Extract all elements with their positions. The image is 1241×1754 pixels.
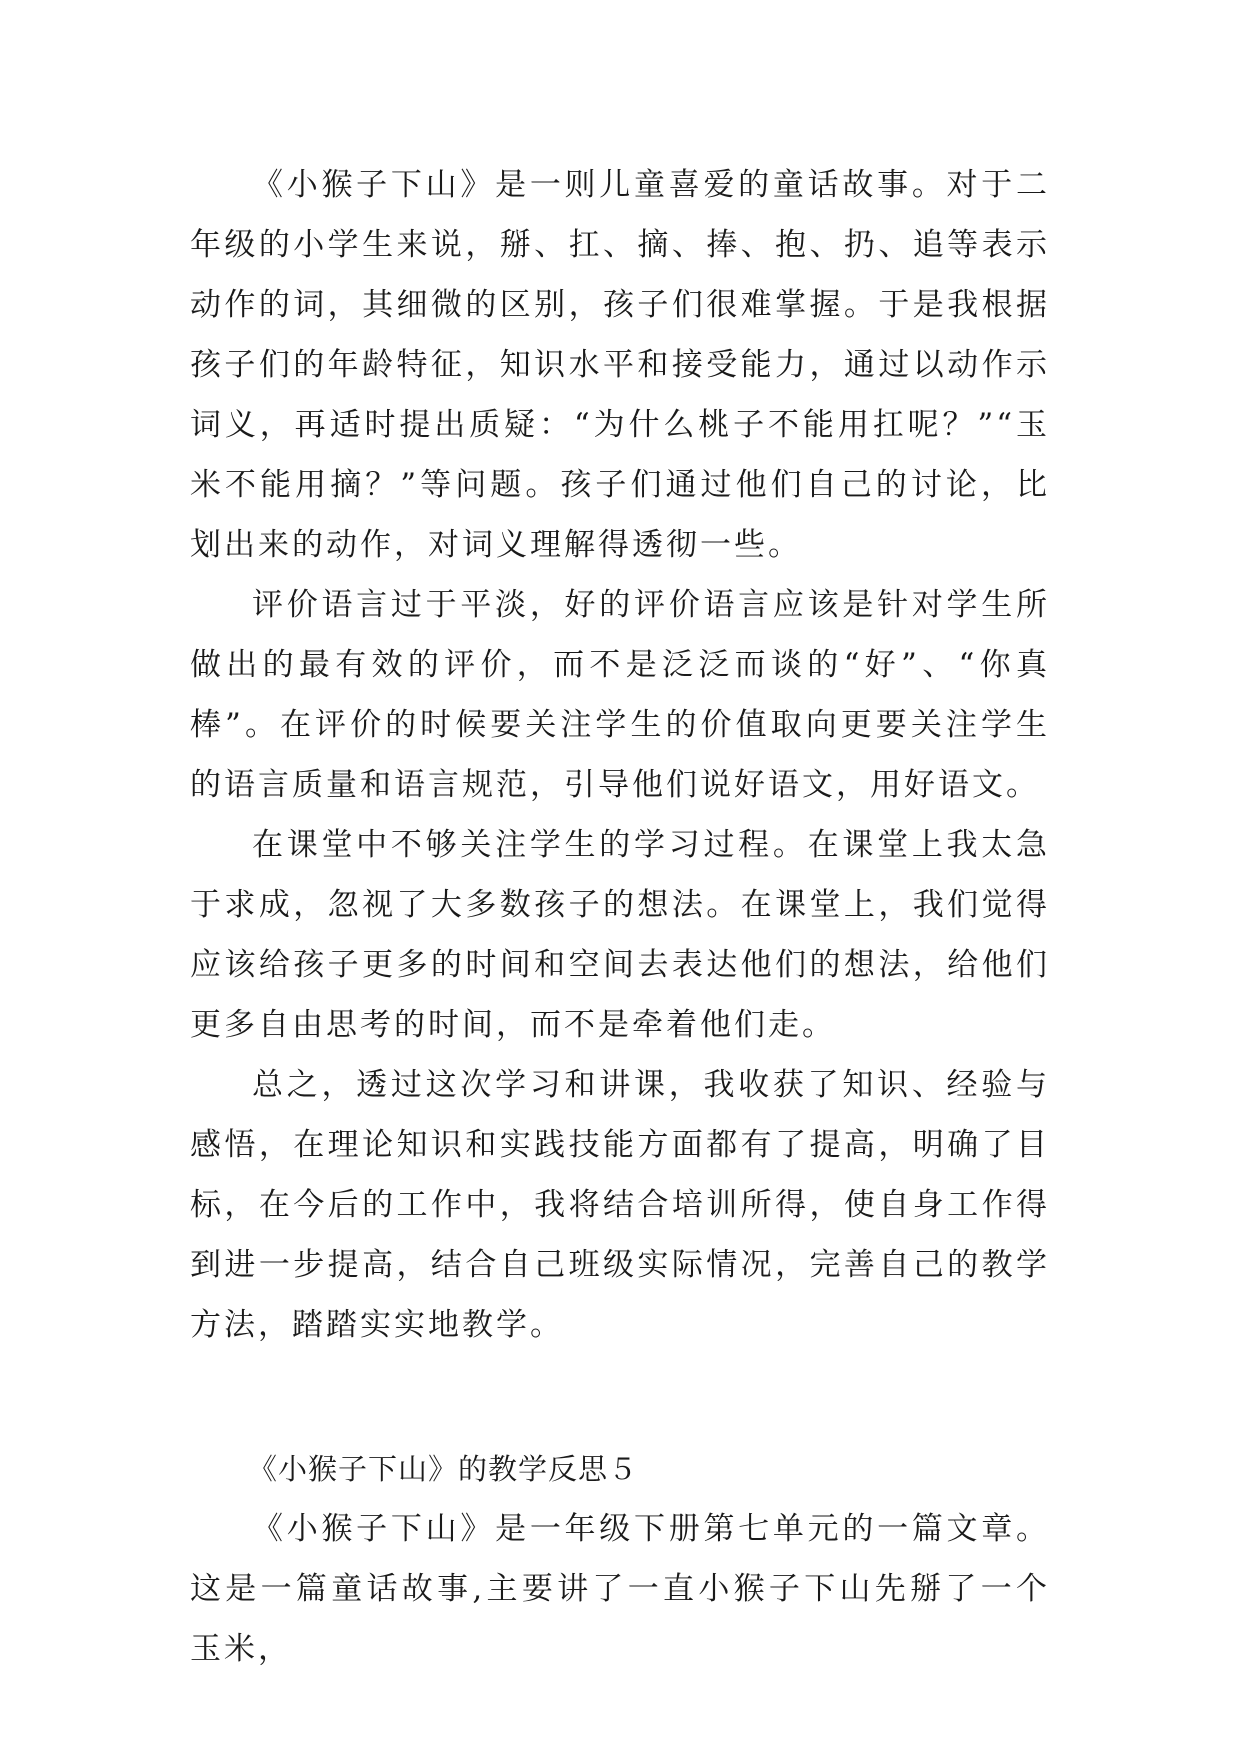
section-gap bbox=[190, 1355, 1050, 1439]
paragraph-evaluation-language: 评价语言过于平淡，好的评价语言应该是针对学生所做出的最有效的评价，而不是泛泛而谈的“好”、“你真棒”。在评价的时候要关注学生的价值取向更要关注学生的语言质量和语言规范，引导他们说好语文，用好语文。 bbox=[190, 587, 1050, 803]
paragraph-conclusion: 总之，透过这次学习和讲课，我收获了知识、经验与感悟，在理论知识和实践技能方面都有了提高，明确了目标，在今后的工作中，我将结合培训所得，使自身工作得到进一步提高，结合自己班级实际情况，完善自己的教学方法，踏踏实实地教学。 bbox=[190, 1067, 1050, 1343]
section-title: 《小猴子下山》的教学反思５ bbox=[248, 1452, 639, 1486]
paragraph-vocabulary-teaching: 《小猴子下山》是一则儿童喜爱的童话故事。对于二年级的小学生来说，掰、扛、摘、捧、抱、扔、追等表示动作的词，其细微的区别，孩子们很难掌握。于是我根据孩子们的年龄特征，知识水平和接受能力，通过以动作示词义，再适时提出质疑：“为什么桃子不能用扛呢？”“玉米不能用摘？”等问题。孩子们通过他们自己的讨论，比划出来的动作，对词义理解得透彻一些。 bbox=[190, 167, 1050, 563]
paragraph-section2-intro: 《小猴子下山》是一年级下册第七单元的一篇文章。这是一篇童话故事,主要讲了一直小猴子下山先掰了一个玉米， bbox=[190, 1511, 1050, 1667]
document-body bbox=[190, 155, 1050, 1679]
paragraph-learning-process: 在课堂中不够关注学生的学习过程。在课堂上我太急于求成，忽视了大多数孩子的想法。在课堂上，我们觉得应该给孩子更多的时间和空间去表达他们的想法，给他们更多自由思考的时间，而不是牵着他们走。 bbox=[190, 827, 1050, 1043]
